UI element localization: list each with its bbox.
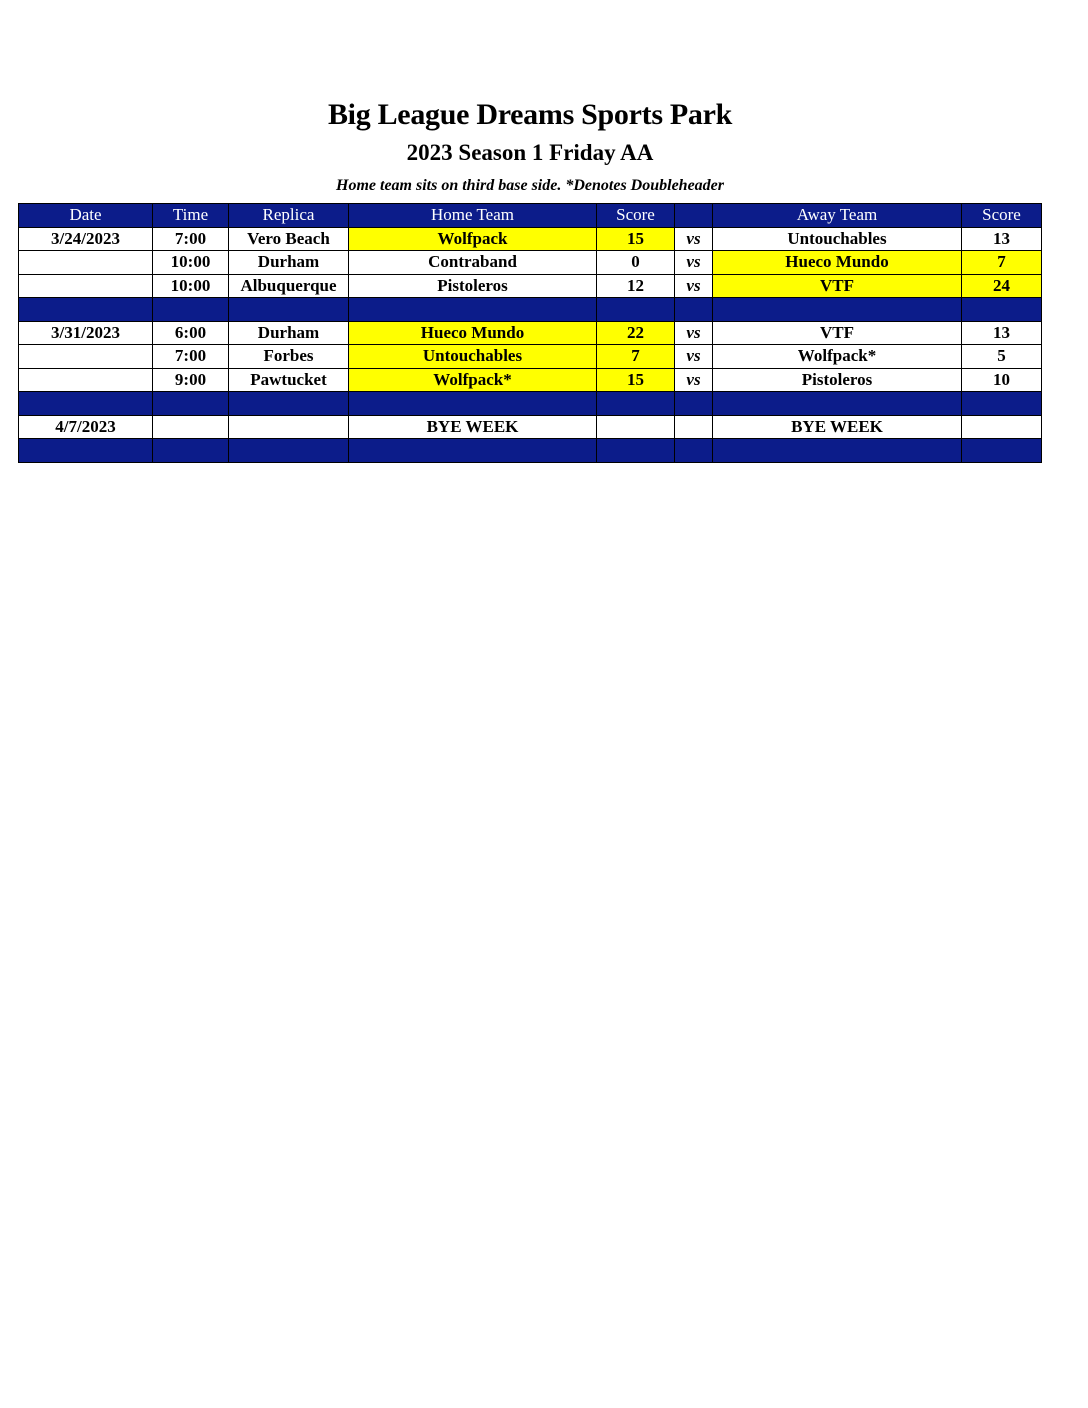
time-cell: 10:00	[153, 251, 229, 275]
vs-cell: vs	[675, 227, 713, 251]
divider-cell	[229, 298, 349, 322]
time-cell: 10:00	[153, 274, 229, 298]
divider-cell	[713, 392, 962, 416]
divider-cell	[597, 298, 675, 322]
time-cell: 6:00	[153, 321, 229, 345]
table-row	[19, 345, 1042, 369]
column-header-home-score: Score	[597, 204, 675, 228]
home-team-cell: Wolfpack*	[349, 368, 597, 392]
away-team-cell: Untouchables	[713, 227, 962, 251]
away-score-cell: 7	[962, 251, 1042, 275]
page-title: Big League Dreams Sports Park	[327, 98, 733, 131]
divider-row	[19, 392, 1042, 416]
divider-cell	[713, 298, 962, 322]
column-header-replica: Replica	[229, 204, 349, 228]
vs-cell: vs	[675, 345, 713, 369]
divider-cell	[675, 392, 713, 416]
schedule-body	[19, 227, 1042, 462]
home-score-cell: 7	[597, 345, 675, 369]
divider-cell	[962, 439, 1042, 463]
home-team-cell: Contraband	[349, 251, 597, 275]
away-team-cell: Hueco Mundo	[713, 251, 962, 275]
divider-cell	[19, 439, 153, 463]
home-score-cell: 15	[597, 227, 675, 251]
divider-cell	[229, 439, 349, 463]
away-score-cell	[962, 415, 1042, 439]
table-row	[19, 321, 1042, 345]
date-cell: 4/7/2023	[19, 415, 153, 439]
table-header-row	[19, 204, 1042, 228]
vs-cell: vs	[675, 368, 713, 392]
away-team-cell: VTF	[713, 274, 962, 298]
divider-cell	[675, 439, 713, 463]
vs-cell: vs	[675, 274, 713, 298]
date-cell	[19, 274, 153, 298]
column-header-date: Date	[19, 204, 153, 228]
divider-cell	[597, 392, 675, 416]
replica-cell: Forbes	[229, 345, 349, 369]
divider-cell	[153, 392, 229, 416]
column-header-away-team: Away Team	[713, 204, 962, 228]
away-team-cell: Pistoleros	[713, 368, 962, 392]
replica-cell: Durham	[229, 251, 349, 275]
date-cell	[19, 368, 153, 392]
home-score-cell: 22	[597, 321, 675, 345]
away-score-cell: 13	[962, 321, 1042, 345]
away-score-cell: 24	[962, 274, 1042, 298]
divider-cell	[962, 392, 1042, 416]
away-score-cell: 13	[962, 227, 1042, 251]
divider-cell	[19, 392, 153, 416]
home-score-cell	[597, 415, 675, 439]
vs-cell: vs	[675, 321, 713, 345]
time-cell: 7:00	[153, 345, 229, 369]
table-row	[19, 274, 1042, 298]
divider-cell	[19, 298, 153, 322]
vs-cell: vs	[675, 251, 713, 275]
divider-cell	[713, 439, 962, 463]
replica-cell: Vero Beach	[229, 227, 349, 251]
date-cell	[19, 345, 153, 369]
table-row	[19, 368, 1042, 392]
divider-cell	[153, 439, 229, 463]
time-cell: 9:00	[153, 368, 229, 392]
date-cell: 3/24/2023	[19, 227, 153, 251]
home-team-cell: Hueco Mundo	[349, 321, 597, 345]
divider-cell	[349, 298, 597, 322]
date-cell: 3/31/2023	[19, 321, 153, 345]
away-score-cell: 5	[962, 345, 1042, 369]
divider-cell	[229, 392, 349, 416]
away-team-cell: BYE WEEK	[713, 415, 962, 439]
table-row	[19, 251, 1042, 275]
page-subtitle: 2023 Season 1 Friday AA	[406, 140, 654, 165]
divider-row	[19, 298, 1042, 322]
home-team-cell: Untouchables	[349, 345, 597, 369]
divider-row	[19, 439, 1042, 463]
time-cell: 7:00	[153, 227, 229, 251]
replica-cell	[229, 415, 349, 439]
schedule-table	[18, 203, 1042, 463]
column-header-time: Time	[153, 204, 229, 228]
home-team-cell: Wolfpack	[349, 227, 597, 251]
time-cell	[153, 415, 229, 439]
vs-cell	[675, 415, 713, 439]
column-header-away-score: Score	[962, 204, 1042, 228]
column-header-home-team: Home Team	[349, 204, 597, 228]
divider-cell	[349, 439, 597, 463]
date-cell	[19, 251, 153, 275]
divider-cell	[597, 439, 675, 463]
away-score-cell: 10	[962, 368, 1042, 392]
divider-cell	[349, 392, 597, 416]
divider-cell	[962, 298, 1042, 322]
table-row	[19, 227, 1042, 251]
home-team-cell: Pistoleros	[349, 274, 597, 298]
column-header-vs	[675, 204, 713, 228]
table-row	[19, 415, 1042, 439]
divider-cell	[153, 298, 229, 322]
away-team-cell: Wolfpack*	[713, 345, 962, 369]
replica-cell: Durham	[229, 321, 349, 345]
home-team-cell: BYE WEEK	[349, 415, 597, 439]
divider-cell	[675, 298, 713, 322]
doubleheader-note: Home team sits on third base side. *Denotes Doubleheader	[336, 177, 724, 194]
home-score-cell: 0	[597, 251, 675, 275]
replica-cell: Pawtucket	[229, 368, 349, 392]
home-score-cell: 15	[597, 368, 675, 392]
home-score-cell: 12	[597, 274, 675, 298]
away-team-cell: VTF	[713, 321, 962, 345]
replica-cell: Albuquerque	[229, 274, 349, 298]
